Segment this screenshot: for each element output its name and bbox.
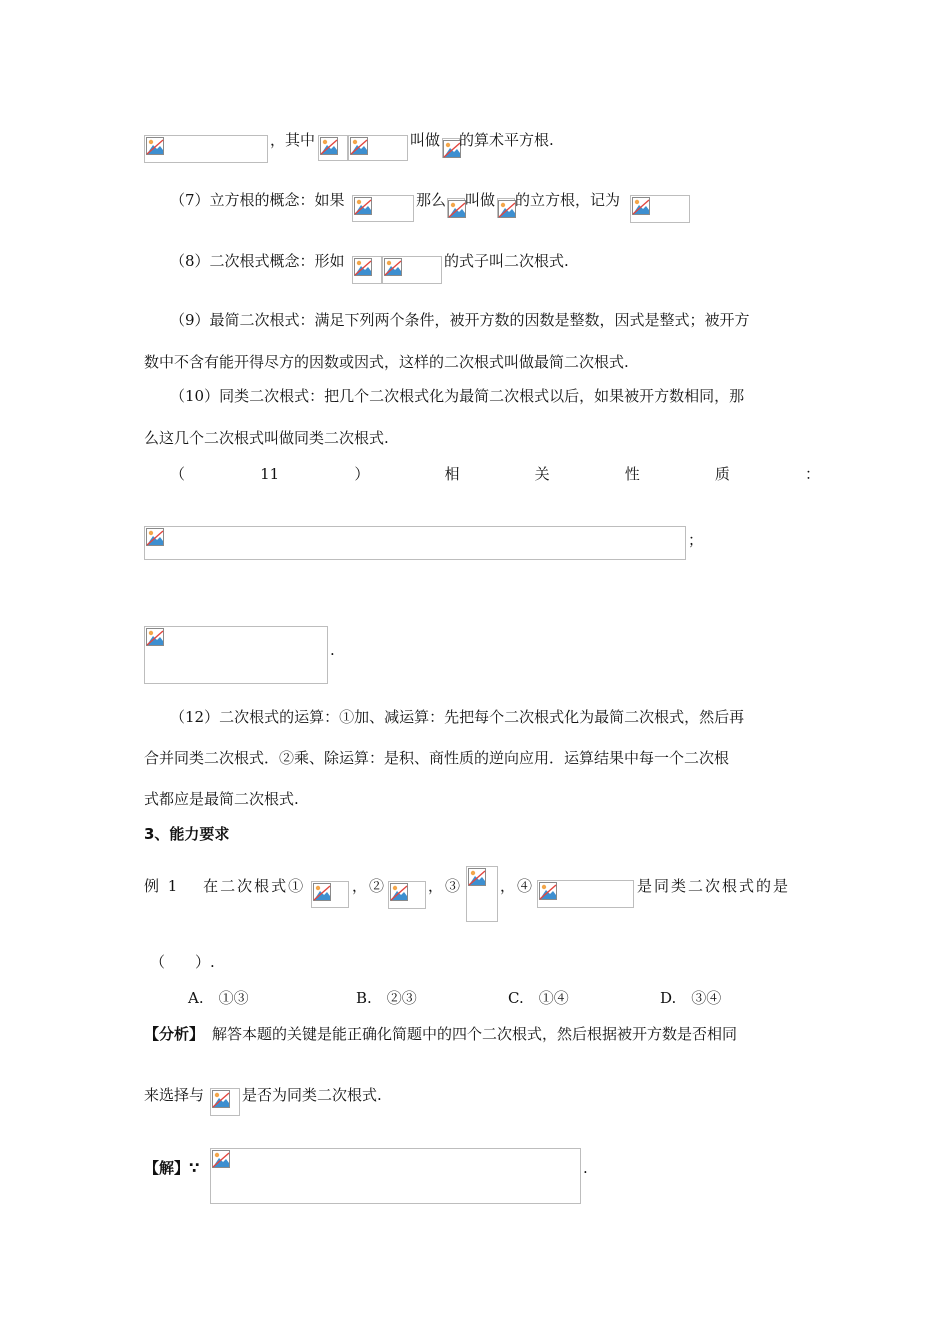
formula-image: [442, 138, 460, 158]
item-8-text: （8）二次根式概念：形如: [170, 252, 345, 270]
formula-image: [497, 198, 515, 218]
text-run: ，其中: [270, 131, 316, 149]
option-a: A. ①③: [188, 989, 249, 1007]
broken-image-icon: [384, 258, 402, 276]
broken-image-icon: [146, 137, 164, 155]
item-7-text: （7）立方根的概念：如果: [170, 191, 345, 209]
heading-char: ：: [804, 465, 820, 483]
section-heading: 3、能力要求: [144, 825, 230, 843]
item-9-line: （9）最简二次根式：满足下列两个条件，被开方数的因数是整数，因式是整式；被开方: [170, 311, 750, 329]
formula-image: [210, 1088, 240, 1116]
example-text: 例 1 在二次根式①: [144, 877, 306, 895]
formula-image: [630, 195, 690, 223]
item-12-line: 合并同类二次根式．②乘、除运算：是积、商性质的逆向应用．运算结果中每一个二次根: [144, 749, 730, 767]
formula-image: [144, 135, 268, 163]
text-run: 的式子叫二次根式.: [444, 252, 569, 270]
formula-image: [348, 135, 408, 161]
text-run: .: [330, 641, 335, 659]
formula-image: [352, 195, 414, 222]
heading-char: 11: [260, 465, 280, 483]
text-run: ，②: [352, 877, 387, 895]
text-run: 的立方根，记为: [515, 191, 621, 209]
answer-blank: （ ）.: [150, 953, 215, 971]
analysis-text: 是否为同类二次根式.: [242, 1086, 382, 1104]
heading-char: 相: [444, 465, 460, 483]
text-run: 的算术平方根.: [459, 131, 554, 149]
formula-image: [466, 866, 498, 922]
broken-image-icon: [390, 883, 408, 901]
broken-image-icon: [448, 200, 466, 218]
formula-image: [210, 1148, 581, 1204]
formula-image: [388, 881, 426, 909]
option-d: D. ③④: [660, 989, 722, 1007]
text-run: .: [583, 1159, 588, 1177]
option-c: C. ①④: [508, 989, 569, 1007]
text-run: 叫做: [465, 191, 496, 209]
heading-char: ）: [354, 465, 370, 483]
text-run: 是同类二次根式的是: [637, 877, 791, 895]
broken-image-icon: [320, 137, 338, 155]
broken-image-icon: [350, 137, 368, 155]
text-run: ；: [688, 531, 704, 549]
broken-image-icon: [539, 882, 557, 900]
option-b: B. ②③: [356, 989, 417, 1007]
item-10-line: 么这几个二次根式叫做同类二次根式.: [144, 429, 389, 447]
broken-image-icon: [354, 197, 372, 215]
item-11-heading: [170, 464, 820, 484]
text-run: ，③: [428, 877, 463, 895]
text-run: ，④: [500, 877, 535, 895]
formula-image: [447, 198, 465, 218]
broken-image-icon: [212, 1090, 230, 1108]
solution-label: 【解】∵: [144, 1159, 200, 1177]
analysis-text: 来选择与: [144, 1086, 205, 1104]
formula-image: [382, 256, 442, 284]
text-run: 叫做: [410, 131, 441, 149]
item-12-line: 式都应是最简二次根式.: [144, 790, 299, 808]
heading-char: 关: [534, 465, 550, 483]
broken-image-icon: [146, 628, 164, 646]
heading-char: （: [170, 465, 186, 483]
broken-image-icon: [313, 883, 331, 901]
broken-image-icon: [468, 868, 486, 886]
formula-image: [144, 626, 328, 684]
formula-image: [537, 880, 634, 908]
item-12-line: （12）二次根式的运算：①加、减运算：先把每个二次根式化为最简二次根式，然后再: [170, 708, 745, 726]
broken-image-icon: [498, 200, 516, 218]
text-run: 那么: [416, 191, 447, 209]
item-10-line: （10）同类二次根式：把几个二次根式化为最简二次根式以后，如果被开方数相同，那: [170, 387, 745, 405]
broken-image-icon: [146, 528, 164, 546]
analysis-label: 【分析】: [144, 1025, 205, 1043]
heading-char: 性: [624, 465, 640, 483]
formula-image: [318, 135, 348, 161]
heading-char: 质: [714, 465, 730, 483]
broken-image-icon: [632, 197, 650, 215]
formula-image: [144, 526, 686, 560]
formula-image: [352, 256, 382, 284]
broken-image-icon: [212, 1150, 230, 1168]
broken-image-icon: [354, 258, 372, 276]
formula-image: [311, 881, 349, 908]
item-9-line: 数中不含有能开得尽方的因数或因式，这样的二次根式叫做最简二次根式.: [144, 353, 629, 371]
analysis-text: 解答本题的关键是能正确化简题中的四个二次根式，然后根据被开方数是否相同: [212, 1025, 738, 1043]
